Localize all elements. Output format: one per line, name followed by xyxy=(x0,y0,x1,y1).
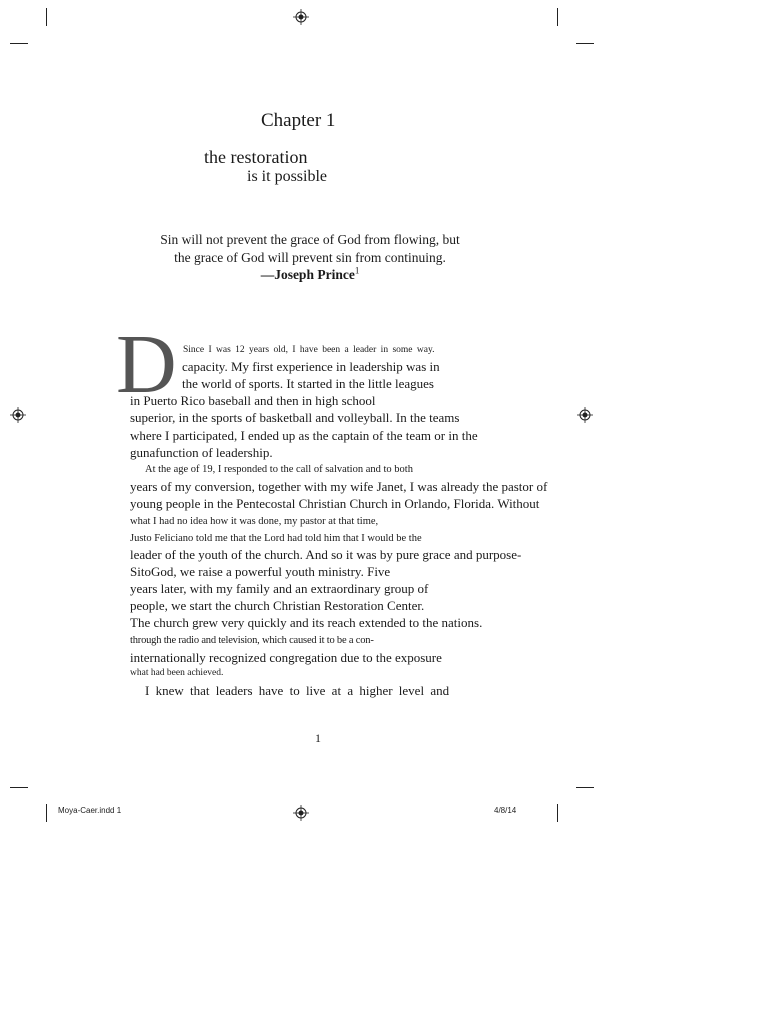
body-line: what had been achieved. xyxy=(130,668,224,678)
registration-mark-icon xyxy=(293,9,309,25)
crop-mark xyxy=(10,43,28,44)
drop-cap: D xyxy=(116,318,177,411)
slug-filename: Moya-Caer.indd 1 xyxy=(58,806,122,815)
body-line: Justo Feliciano told me that the Lord had told him that I would be the xyxy=(130,533,422,544)
body-line: where I participated, I ended up as the captain of the team or in the xyxy=(130,428,478,443)
body-line: people, we start the church Christian Restoration Center. xyxy=(130,598,425,613)
body-line: SitoGod, we raise a powerful youth ministry. Five xyxy=(130,564,391,579)
epigraph-line: the grace of God will prevent sin from continuing. xyxy=(174,249,446,265)
crop-mark xyxy=(46,8,47,26)
epigraph-attribution xyxy=(140,266,480,284)
page-number: 1 xyxy=(315,731,321,745)
body-line: leader of the youth of the church. And so it was by pure grace and purpose- xyxy=(130,547,522,562)
epigraph-author: —Joseph Prince xyxy=(260,267,355,282)
body-line: what I had no idea how it was done, my pastor at that time, xyxy=(130,516,379,527)
crop-mark xyxy=(576,43,594,44)
body-line: The church grew very quickly and its reach extended to the nations. xyxy=(130,615,483,630)
crop-mark xyxy=(557,8,558,26)
body-line: I knew that leaders have to live at a higher level and xyxy=(145,683,450,698)
epigraph xyxy=(140,231,480,284)
crop-mark xyxy=(557,804,558,822)
body-line: Since I was 12 years old, I have been a leader in some way. xyxy=(183,345,435,355)
body-line: the world of sports. It started in the little leagues xyxy=(182,376,434,391)
registration-mark-icon xyxy=(10,407,26,423)
body-line: capacity. My first experience in leadership was in xyxy=(182,359,440,374)
body-line: through the radio and television, which caused it to be a con- xyxy=(130,635,374,646)
chapter-title: the restoration xyxy=(204,147,308,167)
epigraph-line: Sin will not prevent the grace of God from flowing, but xyxy=(160,232,460,247)
chapter-label: Chapter 1 xyxy=(261,110,336,131)
crop-mark xyxy=(10,787,28,788)
crop-mark xyxy=(46,804,47,822)
body-line: internationally recognized congregation due to the exposure xyxy=(130,650,442,665)
footnote-ref: 1 xyxy=(354,265,360,276)
chapter-subtitle: is it possible xyxy=(247,168,328,185)
registration-mark-icon xyxy=(293,805,309,821)
registration-mark-icon xyxy=(577,407,593,423)
body-line: in Puerto Rico baseball and then in high school xyxy=(130,393,376,408)
body-line: superior, in the sports of basketball and volleyball. In the teams xyxy=(130,410,460,425)
crop-mark xyxy=(576,787,594,788)
body-line: At the age of 19, I responded to the call of salvation and to both xyxy=(145,464,413,475)
body-line: years later, with my family and an extraordinary group of xyxy=(130,581,429,596)
body-line: years of my conversion, together with my wife Janet, I was already the pastor of xyxy=(130,479,548,494)
body-line: gunafunction of leadership. xyxy=(130,445,273,460)
body-line: young people in the Pentecostal Christian Church in Orlando, Florida. Without xyxy=(130,496,540,511)
slug-date: 4/8/14 xyxy=(494,806,517,815)
